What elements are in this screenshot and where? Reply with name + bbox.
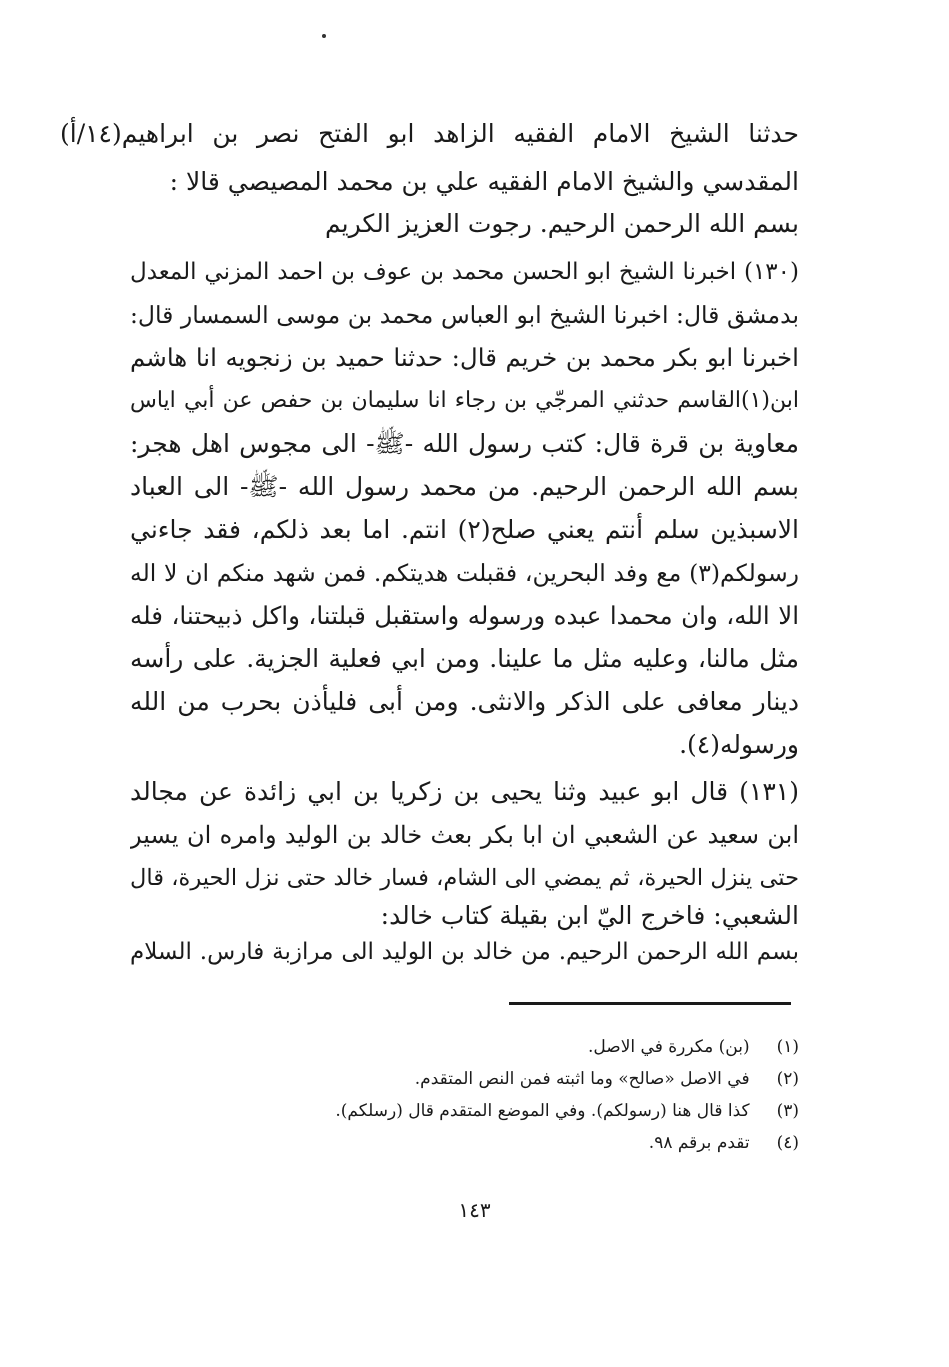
footnote-3: [300, 1096, 799, 1126]
text-line-18: حتى ينزل الحيرة، ثم يمضي الى الشام، فسار خالد حتى نزل الحيرة، قال: [130, 865, 799, 891]
text-line-19: الشعبي: فاخرج اليّ ابن بقيلة كتاب خالد:: [380, 901, 799, 930]
footnote-2: [300, 1064, 799, 1094]
footnote-text: كذا قال هنا (رسولكم). وفي الموضع المتقدم قال (رسلكم).: [335, 1101, 750, 1121]
text-line-3: بسم الله الرحمن الرحيم. رجوت العزيز الكريم: [325, 209, 799, 238]
text-line-1: حدثنا الشيخ الامام الفقيه الزاهد ابو الفتح نصر بن ابراهيم(١٤/أ): [60, 119, 799, 148]
text-line-13: مثل مالنا، وعليه مثل ما علينا. ومن ابي فعلية الجزية. على رأسه: [130, 644, 799, 673]
ink-speck: [322, 34, 326, 38]
text-line-7: ابن(١)القاسم حدثني المرجّي بن رجاء انا سليمان بن حفص عن أبي اياس: [130, 388, 799, 413]
text-line-4: (١٣٠) اخبرنا الشيخ ابو الحسن محمد بن عوف بن احمد المزني المعدل: [130, 259, 799, 285]
text-line-6: اخبرنا ابو بكر محمد بن خريم قال: حدثنا حميد بن زنجويه انا هاشم: [130, 343, 799, 372]
footnote-text: (بن) مكررة في الاصل.: [588, 1037, 750, 1057]
footnote-divider: [509, 1002, 791, 1005]
footnote-number: (٣): [776, 1101, 799, 1121]
text-line-20: بسم الله الرحمن الرحيم. من خالد بن الوليد الى مرازبة فارس. السلام: [130, 939, 799, 965]
footnote-number: (٢): [776, 1069, 799, 1089]
text-line-2: المقدسي والشيخ الامام الفقيه علي بن محمد المصيصي قالا :: [169, 167, 799, 196]
text-line-17: ابن سعيد عن الشعبي ان ابا بكر بعث خالد بن الوليد وامره ان يسير: [130, 821, 799, 849]
text-line-15: ورسوله(٤).: [679, 730, 799, 759]
footnote-4: [300, 1128, 799, 1158]
page-number: ١٤٣: [458, 1198, 491, 1222]
footnote-number: (١): [776, 1037, 799, 1057]
text-line-14: دينار معافى على الذكر والانثى. ومن أبى فليأذن بحرب من الله: [130, 687, 799, 716]
text-line-5: بدمشق قال: اخبرنا الشيخ ابو العباس محمد بن موسى السمسار قال:: [130, 301, 799, 329]
text-line-9: بسم الله الرحمن الرحيم. من محمد رسول الله -ﷺ- الى العباد: [130, 472, 799, 501]
footnote-1: [300, 1032, 799, 1062]
footnote-text: تقدم برقم ٩٨.: [648, 1133, 750, 1153]
footnote-number: (٤): [776, 1133, 799, 1153]
text-line-10: الاسبذين سلم أنتم يعني صلح(٢) انتم. اما بعد ذلكم، فقد جاءني: [130, 515, 799, 544]
footnote-text: في الاصل «صالح» وما اثبته فمن النص المتقدم.: [414, 1069, 750, 1089]
text-line-11: رسولكم(٣) مع وفد البحرين، فقبلت هديتكم. فمن شهد منكم ان لا اله: [130, 559, 799, 587]
text-line-16: (١٣١) قال ابو عبيد وثنا يحيى بن زكريا بن ابي زائدة عن مجالد: [130, 777, 799, 806]
text-line-8: معاوية بن قرة قال: كتب رسول الله -ﷺ- الى مجوس اهل هجر:: [130, 429, 799, 458]
text-line-12: الا الله، وان محمدا عبده ورسوله واستقبل قبلتنا، واكل ذبيحتنا، فله: [130, 601, 799, 630]
